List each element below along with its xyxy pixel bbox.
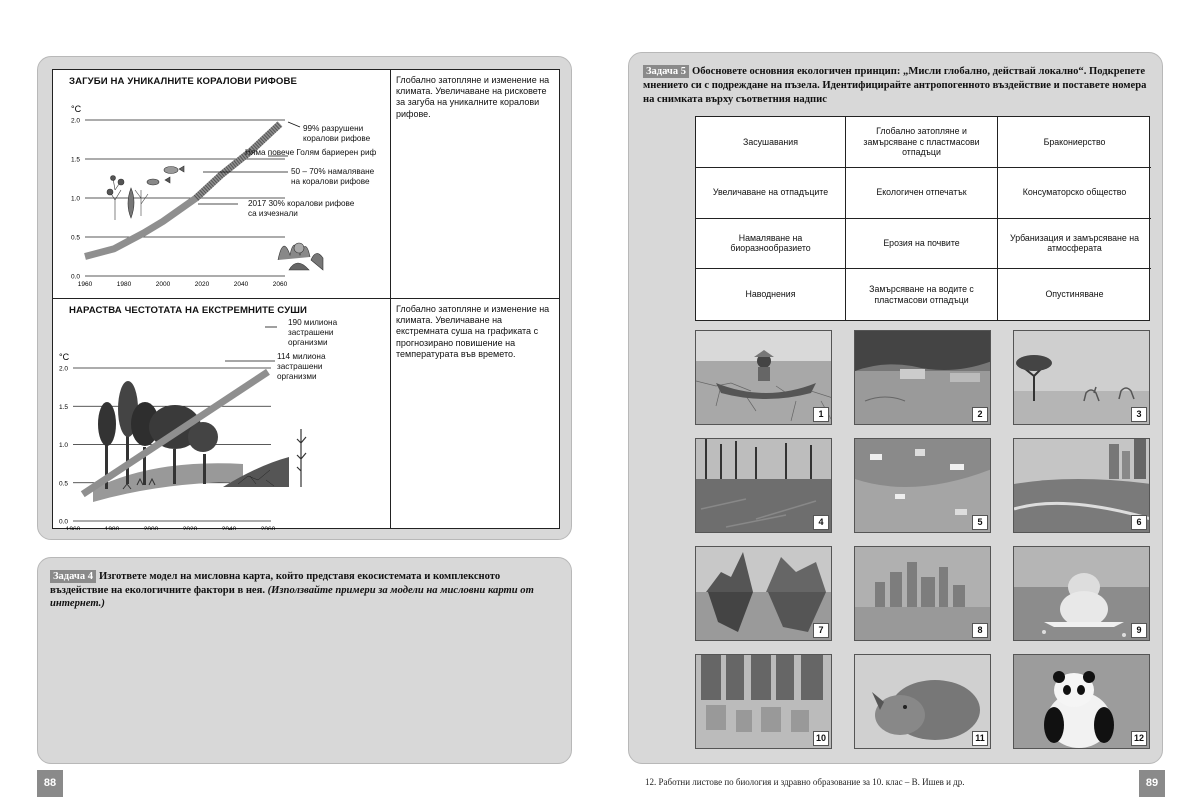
coral-chart-title: ЗАГУБИ НА УНИКАЛНИТЕ КОРАЛОВИ РИФОВЕ (69, 76, 297, 87)
y-axis-unit: °C (71, 104, 82, 114)
x-tick-label: 2040 (233, 281, 249, 288)
annotation-text: коралови рифове (303, 134, 371, 143)
y-axis-unit: °C (59, 352, 70, 362)
photo-number: 11 (972, 731, 988, 746)
task4-panel (37, 557, 572, 764)
annotation-text: са изчезнали (248, 209, 298, 218)
photo-number: 7 (813, 623, 829, 638)
y-tick-label: 0.0 (59, 518, 69, 526)
photo-number: 3 (1131, 407, 1147, 422)
x-tick-label: 1980 (116, 281, 132, 288)
y-tick-label: 1.5 (71, 156, 81, 164)
grid-cell: Консуматорско общество (998, 168, 1151, 219)
annotation-text: 2017 30% коралови рифове (248, 199, 355, 208)
forest-illustration (93, 381, 306, 502)
temperature-line (85, 124, 280, 257)
x-tick-label: 2020 (194, 281, 210, 288)
photo-shopping (695, 654, 832, 749)
photo-flood (854, 330, 991, 425)
photo-smog-city (854, 546, 991, 641)
grid-cell: Засушавания (696, 117, 846, 168)
photo-coast-erosion (1013, 438, 1150, 533)
photo-number: 9 (1131, 623, 1147, 638)
x-tick-label: 2060 (272, 281, 288, 288)
photo-number: 4 (813, 515, 829, 530)
grid-cell: Увеличаване на отпадъците (696, 168, 846, 219)
grid-cell: Опустиняване (1045, 289, 1104, 300)
grid-cell: Глобално затопляне и замърсяване с пластмасови отпадъци (846, 117, 998, 168)
page-number-left: 88 (37, 770, 63, 797)
photo-rhino (854, 654, 991, 749)
photo-number: 12 (1131, 731, 1147, 746)
coral-chart (53, 70, 390, 298)
grid-cell: Намаляване на биоразнообразието (696, 219, 846, 270)
drought-side-text: Глобално затопляне и изменение на климата. Увеличаване на екстремната суша на графиката с прогнозирано повишение на температурата във времето. (396, 304, 550, 359)
y-tick-label: 2.0 (59, 365, 69, 373)
annotation-text: организми (277, 372, 317, 381)
chart-panel (37, 56, 572, 540)
grid-cell: Наводнения (696, 269, 846, 320)
photo-iceberg (695, 546, 832, 641)
chart-table (52, 69, 560, 529)
y-tick-label: 2.0 (71, 117, 81, 125)
photo-number: 8 (972, 623, 988, 638)
grid-cell: Бракониерство (998, 117, 1151, 168)
y-tick-label: 1.0 (59, 442, 69, 449)
x-tick-label: 2020 (182, 526, 198, 530)
y-tick-label: 0.5 (71, 234, 81, 242)
photo-plastic-water (854, 438, 991, 533)
photo-number: 10 (813, 731, 829, 746)
x-tick-label: 1980 (104, 526, 120, 530)
annotation-text: застрашени (288, 328, 334, 337)
photo-number: 2 (972, 407, 988, 422)
drought-chart-svg (53, 299, 390, 530)
drought-chart (53, 299, 390, 530)
annotation-text: Няма повече Голям бариерен риф (245, 148, 377, 157)
annotation-text: организми (288, 338, 328, 347)
annotation-text: 99% разрушени (303, 124, 364, 133)
task4-text (50, 570, 560, 611)
task5-text (643, 65, 1148, 107)
photo-number: 1 (813, 407, 829, 422)
annotation-text: 190 милиона (288, 318, 338, 327)
x-tick-label: 1960 (77, 281, 93, 288)
y-tick-label: 0.0 (71, 273, 81, 281)
puzzle-grid (695, 116, 1150, 321)
task4-hint: (Използвайте примери за модели на мисловни карти от интернет.) (50, 584, 534, 609)
annotation-leader (288, 122, 300, 127)
grid-cell: Замърсяване на водите с пластмасови отпадъци (846, 269, 998, 320)
grid-cell: Екологичен отпечатък (846, 168, 998, 219)
x-tick-label: 2000 (143, 526, 159, 530)
annotation-text: 114 милиона (277, 352, 326, 361)
annotation-text: на коралови рифове (291, 177, 370, 186)
annotation-text: застрашени (277, 362, 323, 371)
task4-label: Задача 4 (50, 570, 96, 583)
photo-number: 6 (1131, 515, 1147, 530)
coral-chart-svg (53, 70, 390, 298)
y-tick-label: 1.0 (71, 195, 81, 203)
x-tick-label: 2040 (221, 526, 237, 530)
x-tick-label: 2060 (260, 526, 276, 530)
coral-side-text: Глобално затопляне и изменение на климата. Увеличаване на рисковете за загуба на уникалните коралови рифове. (396, 75, 550, 119)
photo-number: 5 (972, 515, 988, 530)
photo-panda (1013, 654, 1150, 749)
x-tick-label: 2000 (155, 281, 171, 288)
task5-instruction: Обосновете основния екологичен принцип: „Мисли глобално, действай локално“. Подкрепете мнението си с подреждане на пъзела. Идентифицирайте антропогенното въздействие и поставете номера на снимката върху съответния надпис (643, 66, 1147, 105)
photo-desert (1013, 330, 1150, 425)
y-tick-label: 0.5 (59, 480, 69, 488)
drought-chart-title: НАРАСТВА ЧЕСТОТАТА НА ЕКСТРЕМНИТЕ СУШИ (69, 305, 308, 316)
task5-label: Задача 5 (643, 65, 689, 78)
footer-text: 12. Работни листове по биология и здравно образование за 10. клас – В. Ишев и др. (645, 777, 965, 787)
grid-cell: Урбанизация и замърсяване на атмосферата (998, 219, 1151, 270)
y-tick-label: 1.5 (59, 403, 69, 411)
x-tick-label: 1960 (65, 526, 81, 530)
photo-melting-bear (1013, 546, 1150, 641)
grid-cell: Ерозия на почвите (846, 219, 998, 270)
task5-panel (628, 52, 1163, 764)
page-number-right: 89 (1139, 770, 1165, 797)
annotation-text: 50 – 70% намаляване (291, 167, 375, 176)
photo-deforestation (695, 438, 832, 533)
photo-drought-boat (695, 330, 832, 425)
task4-instruction: Изгответе модел на мисловна карта, който представя екосистемата и комплексното въздействие на екологичните фактори в нея. (50, 571, 501, 596)
